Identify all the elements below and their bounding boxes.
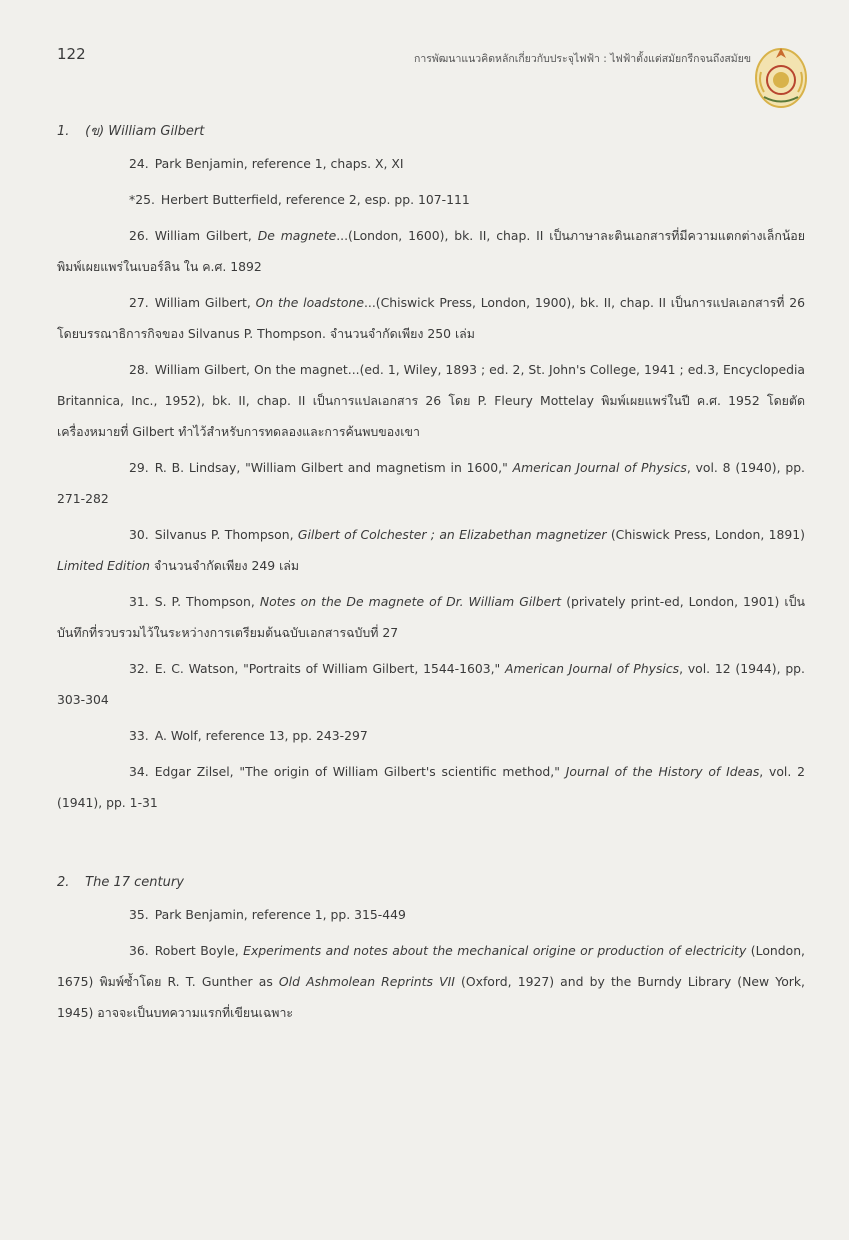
- reference-entry: [57, 653, 805, 715]
- reference-number: 31.: [129, 594, 149, 609]
- reference-entry: [57, 287, 805, 349]
- reference-title: On the loadstone: [255, 295, 364, 310]
- reference-list: [57, 120, 805, 1033]
- reference-number: 36.: [129, 943, 149, 958]
- reference-title: Notes on the De magnete of Dr. William Gilbert: [259, 594, 562, 609]
- reference-number: 24.: [129, 156, 149, 171]
- reference-text: E. C. Watson, "Portraits of William Gilbert, 1544-1603,": [154, 661, 506, 676]
- reference-number: 27.: [129, 295, 149, 310]
- reference-text: (Chiswick Press, London, 1891): [606, 527, 805, 542]
- reference-entry: [57, 354, 805, 447]
- section-number: 1.: [57, 124, 70, 139]
- reference-title: De magnete: [257, 228, 337, 243]
- reference-text: (London, 1675) พิมพ์ซ้ำโดย R. T. Gunther as: [57, 943, 805, 989]
- reference-text: A. Wolf, reference 13, pp. 243-297: [154, 728, 368, 743]
- reference-number: 32.: [129, 661, 149, 676]
- reference-text: Park Benjamin, reference 1, pp. 315-449: [154, 907, 406, 922]
- reference-edition: Limited Edition: [57, 558, 151, 573]
- reference-text: ...(Chiswick Press, London, 1900), bk. II, chap. II เป็นการแปลเอกสารที่ 26 โดยบรรณาธิการกิจของ Silvanus P. Thompson. จำนวนจำกัดเพียง 250 เล่ม: [57, 295, 805, 341]
- reference-entry: [57, 899, 805, 930]
- reference-entry: [57, 452, 805, 514]
- reference-entry: [57, 586, 805, 648]
- reference-entry: [57, 935, 805, 1028]
- reference-entry: [57, 220, 805, 282]
- reference-title: American Journal of Physics: [505, 661, 680, 676]
- reference-text: Edgar Zilsel, "The origin of William Gilbert's scientific method,": [154, 764, 566, 779]
- reference-title: Gilbert of Colchester ; an Elizabethan magnetizer: [297, 527, 607, 542]
- reference-text: Silvanus P. Thompson,: [154, 527, 298, 542]
- section-title: (ข) William Gilbert: [85, 124, 205, 139]
- reference-text: จำนวนจำกัดเพียง 249 เล่ม: [150, 558, 300, 573]
- reference-text: (Oxford, 1927) and by the Burndy Library (New York, 1945) อาจจะเป็นบทความแรกที่เขียนเฉพาะ: [57, 974, 805, 1020]
- reference-text: Robert Boyle,: [154, 943, 244, 958]
- reference-text: William Gilbert,: [154, 295, 256, 310]
- reference-text: (privately print-ed, London, 1901) เป็นบันทึกที่รวบรวมไว้ในระหว่างการเตรียมต้นฉบับเอกสารฉบับที่ 27: [57, 594, 805, 640]
- reference-text: R. B. Lindsay, "William Gilbert and magnetism in 1600,": [154, 460, 513, 475]
- reference-text: , vol. 8 (1940), pp. 271-282: [57, 460, 805, 506]
- reference-entry: [57, 148, 805, 179]
- running-title: การพัฒนาแนวคิดหลักเกี่ยวกับประจุไฟฟ้า : ไฟฟ้าตั้งแต่สมัยกรีกจนถึงสมัยข: [413, 53, 751, 65]
- reference-text: Park Benjamin, reference 1, chaps. X, XI: [154, 156, 404, 171]
- reference-number: 26.: [129, 228, 149, 243]
- reference-number: 35.: [129, 907, 149, 922]
- reference-series: Old Ashmolean Reprints VII: [278, 974, 455, 989]
- reference-text: ...(London, 1600), bk. II, chap. II เป็นภาษาละตินเอกสารที่มีความแตกต่างเล็กน้อย พิมพ์เผยแพร่ในเบอร์ลิน ใน ค.ศ. 1892: [57, 228, 806, 274]
- reference-number: 34.: [129, 764, 149, 779]
- reference-number: 28.: [129, 362, 149, 377]
- section-title: The 17 century: [85, 875, 184, 890]
- university-seal-icon: [752, 42, 810, 110]
- section-heading-gilbert: [57, 120, 805, 148]
- reference-entry: [57, 720, 805, 751]
- reference-number: 30.: [129, 527, 149, 542]
- reference-text: William Gilbert, On the magnet...(ed. 1, Wiley, 1893 ; ed. 2, St. John's College, 1941 ; ed.3, Encyclopedia Britannica, Inc., 1952), bk. II, chap. II เป็นการแปลเอกสาร 26 โดย P. Fleury Mottelay พิมพ์เผยแพร่ในปี ค.ศ. 1952 โดยตัดเครื่องหมายที่ Gilbert ทำไว้สำหรับการทดลองและการค้นพบของเขา: [57, 362, 805, 439]
- page-number: 122: [57, 45, 86, 63]
- reference-text: Herbert Butterfield, reference 2, esp. pp. 107-111: [160, 192, 470, 207]
- reference-entry: [57, 756, 805, 818]
- reference-text: , vol. 12 (1944), pp. 303-304: [57, 661, 805, 707]
- reference-entry: [57, 519, 805, 581]
- reference-number: 29.: [129, 460, 149, 475]
- section-heading-17-century: [57, 871, 805, 899]
- reference-number: 33.: [129, 728, 149, 743]
- reference-entry: [57, 184, 805, 215]
- reference-title: Experiments and notes about the mechanical origine or production of electricity: [243, 943, 747, 958]
- reference-text: S. P. Thompson,: [154, 594, 260, 609]
- reference-text: , vol. 2 (1941), pp. 1-31: [57, 764, 805, 810]
- section-number: 2.: [57, 875, 70, 890]
- reference-title: American Journal of Physics: [512, 460, 687, 475]
- reference-number: *25.: [129, 192, 155, 207]
- reference-title: Journal of the History of Ideas: [565, 764, 760, 779]
- reference-text: William Gilbert,: [154, 228, 258, 243]
